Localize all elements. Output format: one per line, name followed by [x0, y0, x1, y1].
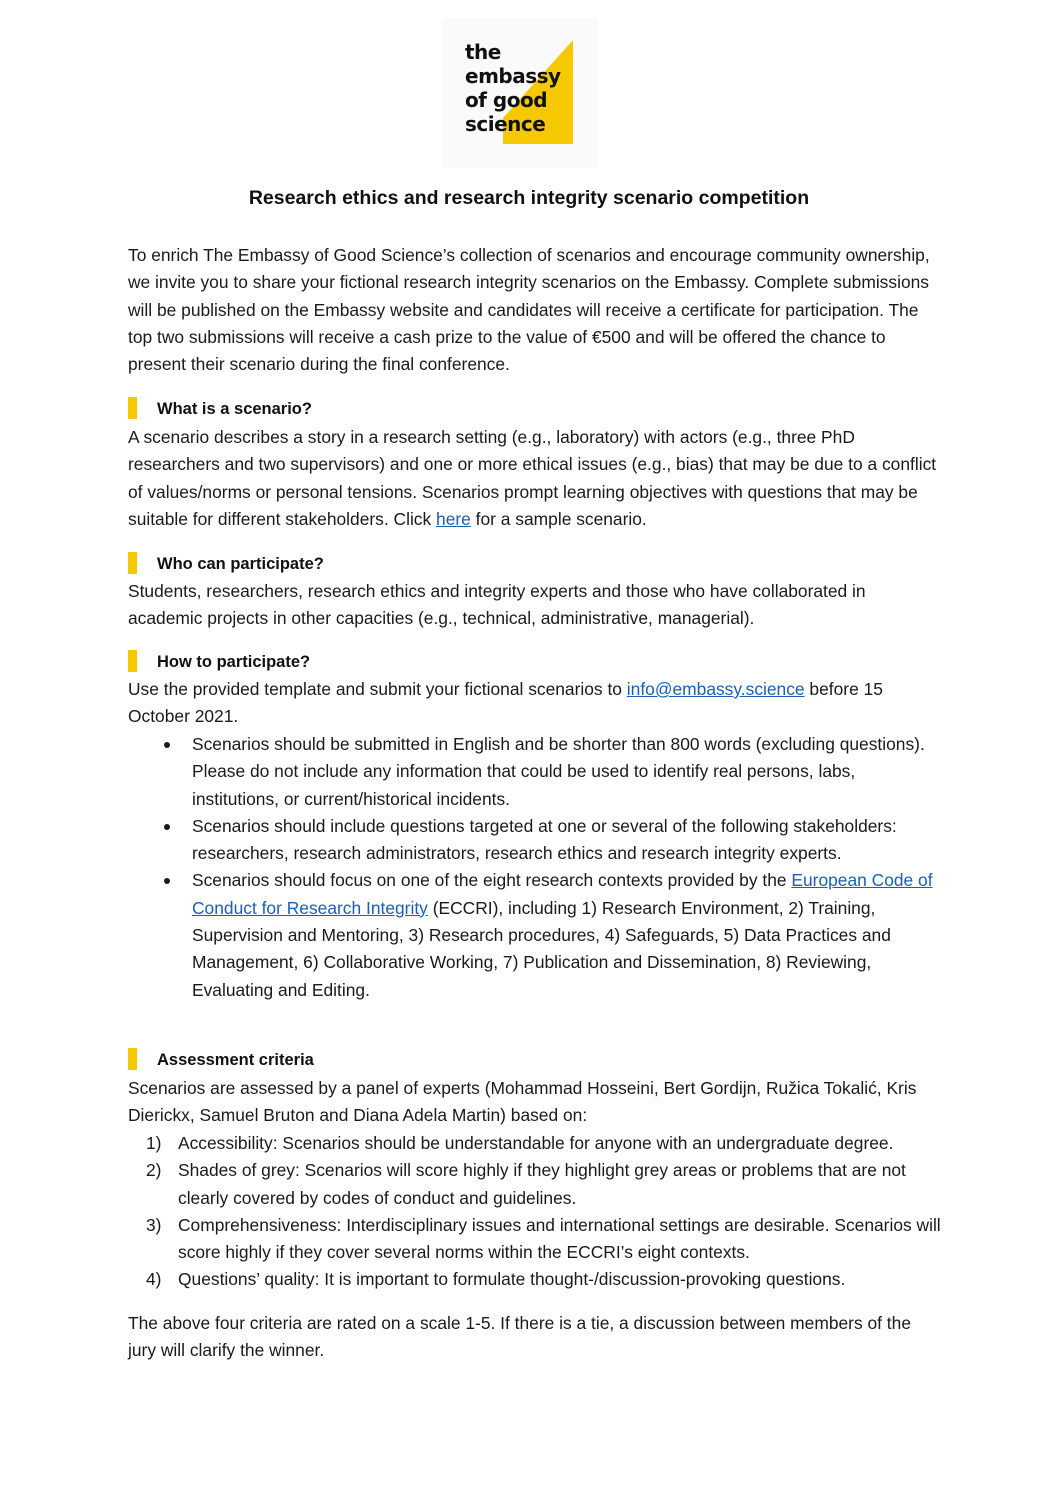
bullet-icon: [164, 878, 170, 884]
logo-line: of good: [465, 88, 548, 112]
what-paragraph: [128, 424, 938, 533]
what-text: A scenario describes a story in a research setting (e.g., laboratory) with actors (e.g., three PhD researchers and two supervisors) and one or more ethical issues (e.g., bias) that may be due to a conflict of values/norms or personal tensions. Scenarios prompt learning objectives with questions that may be suitable for different stakeholders. Click: [128, 427, 937, 529]
how-paragraph: [128, 676, 938, 731]
criteria-list: [128, 1130, 968, 1294]
sample-scenario-link[interactable]: here: [436, 508, 471, 529]
list-item-text: Shades of grey: Scenarios will score highly if they highlight grey areas or problems that are not clearly covered by codes of conduct and guidelines.: [178, 1160, 906, 1208]
list-item-text: Scenarios should include questions targeted at one or several of the following stakeholders: researchers, research administrators, research ethics and research integrity experts.: [192, 815, 897, 864]
list-item-text: Scenarios should focus on one of the eight research contexts provided by the: [192, 870, 792, 891]
embassy-logo: [443, 18, 598, 168]
criteria-paragraph: Scenarios are assessed by a panel of experts (Mohammad Hosseini, Bert Gordijn, Ružica Tokalić, Kris Dierickx, Samuel Bruton and Diana Adela Martin) based on:: [128, 1078, 917, 1126]
list-item: [128, 1266, 968, 1293]
section-heading-what: [128, 397, 312, 421]
logo-line: the: [465, 40, 501, 64]
list-number: 4): [146, 1269, 162, 1290]
list-item: [150, 813, 940, 868]
list-item-text: Scenarios should be submitted in English and be shorter than 800 words (excluding questions). Please do not include any information that could be used to identify real persons, labs, institutions, or current/historical incidents.: [192, 734, 925, 809]
intro-paragraph: To enrich The Embassy of Good Science’s collection of scenarios and encourage community ownership, we invite you to share your fictional research integrity scenarios on the Embassy. Complete submissions will be published on the Embassy website and candidates will receive a certificate for participation. The top two submissions will receive a cash prize to the value of €500 and will be offered the chance to present their scenario during the final conference.: [128, 245, 930, 375]
heading-text: How to participate?: [157, 653, 311, 671]
list-item-text: Comprehensiveness: Interdisciplinary issues and international settings are desirable. Scenarios will score highly if they cover several norms within the ECCRI’s eight contexts.: [178, 1214, 941, 1263]
section-heading-how: [128, 650, 310, 674]
list-item-text: Questions’ quality: It is important to formulate thought-/discussion-provoking questions.: [178, 1269, 846, 1290]
page-title: Research ethics and research integrity scenario competition: [248, 187, 810, 209]
list-item-text-end: (ECCRI), including 1) Research Environment, 2) Training, Supervision and Mentoring, 3) Research procedures, 4) Safeguards, 5) Data Practices and Management, 6) Collaborative Working, 7) Publication and Dissemination, 8) Reviewing, Evaluating and Editing.: [192, 897, 891, 1000]
list-item: [128, 1130, 968, 1157]
who-paragraph: Students, researchers, research ethics and integrity experts and those who have collaborated in academic projects in other capacities (e.g., technical, administrative, managerial).: [128, 581, 866, 629]
how-text: Use the provided template and submit your fictional scenarios to: [128, 679, 627, 699]
list-item: [150, 867, 940, 1003]
list-number: 1): [146, 1133, 162, 1153]
heading-marker: [128, 552, 137, 574]
heading-text: Who can participate?: [157, 555, 324, 573]
email-link[interactable]: info@embassy.science: [626, 679, 805, 699]
heading-text: Assessment criteria: [157, 1051, 314, 1069]
heading-marker: [128, 650, 137, 672]
heading-marker: [128, 1048, 137, 1070]
what-text-end: for a sample scenario.: [470, 508, 647, 529]
list-number: 2): [146, 1160, 162, 1181]
how-text-end: before 15 October 2021.: [128, 679, 883, 727]
how-bullet-list: [150, 731, 940, 1004]
heading-marker: [128, 397, 137, 419]
logo-line: embassy: [465, 64, 561, 88]
eccri-link[interactable]: European Code of Conduct for Research Integrity: [192, 870, 933, 918]
section-heading-who: [128, 552, 324, 576]
bullet-icon: [164, 742, 170, 748]
list-item: [150, 731, 940, 813]
section-heading-criteria: [128, 1048, 314, 1072]
closing-paragraph: The above four criteria are rated on a scale 1-5. If there is a tie, a discussion between members of the jury will clarify the winner.: [128, 1313, 911, 1361]
list-item: [128, 1157, 938, 1212]
list-item: [128, 1212, 968, 1267]
list-item-text: Accessibility: Scenarios should be understandable for anyone with an undergraduate degree.: [178, 1133, 894, 1153]
bullet-icon: [164, 824, 170, 830]
list-number: 3): [146, 1214, 162, 1235]
logo-line: science: [465, 112, 546, 136]
heading-text: What is a scenario?: [157, 400, 312, 418]
